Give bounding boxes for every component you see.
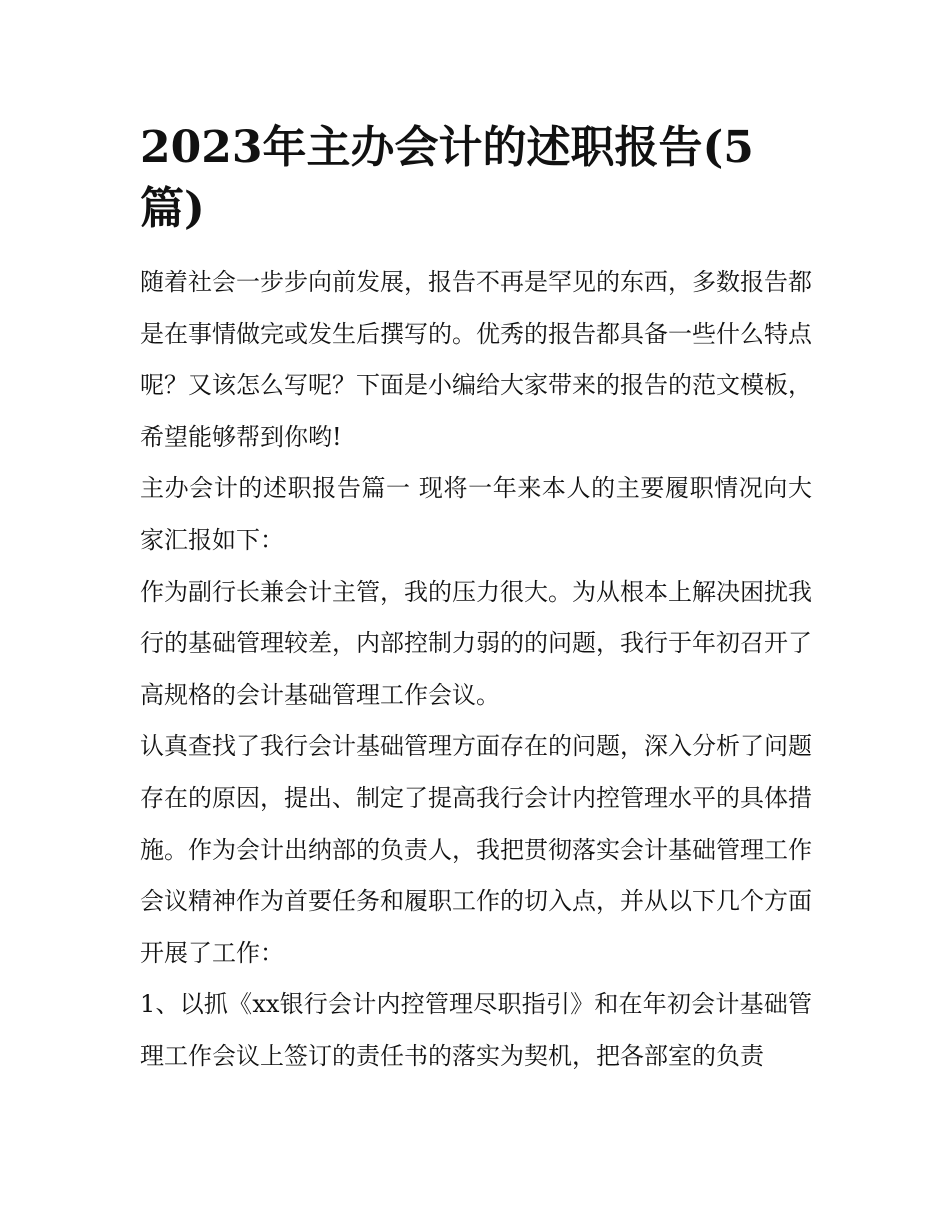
paragraph-item-one: 1、以抓《xx银行会计内控管理尽职指引》和在年初会计基础管理工作会议上签订的责任书的落实为契机，把各部室的负责 [140, 990, 812, 1070]
paragraph-section-one-intro: 主办会计的述职报告篇一 现将一年来本人的主要履职情况向大家汇报如下： [140, 474, 812, 554]
document-title: 2023年主办会计的述职报告(5篇) [140, 122, 754, 234]
paragraph-intro: 随着社会一步步向前发展，报告不再是罕见的东西，多数报告都是在事情做完或发生后撰写的。优秀的报告都具备一些什么特点呢？又该怎么写呢？下面是小编给大家带来的报告的范文模板，希望能够帮到你哟! [140, 268, 812, 451]
paragraph-pressure: 作为副行长兼会计主管，我的压力很大。为从根本上解决困扰我行的基础管理较差，内部控制力弱的的问题，我行于年初召开了高规格的会计基础管理工作会议。 [140, 577, 812, 709]
paragraph-analysis: 认真查找了我行会计基础管理方面存在的问题，深入分析了问题存在的原因，提出、制定了提高我行会计内控管理水平的具体措施。作为会计出纳部的负责人，我把贯彻落实会计基础管理工作会议精神作为首要任务和履职工作的切入点，并从以下几个方面开展了工作： [140, 732, 812, 967]
document-body [140, 117, 812, 1083]
